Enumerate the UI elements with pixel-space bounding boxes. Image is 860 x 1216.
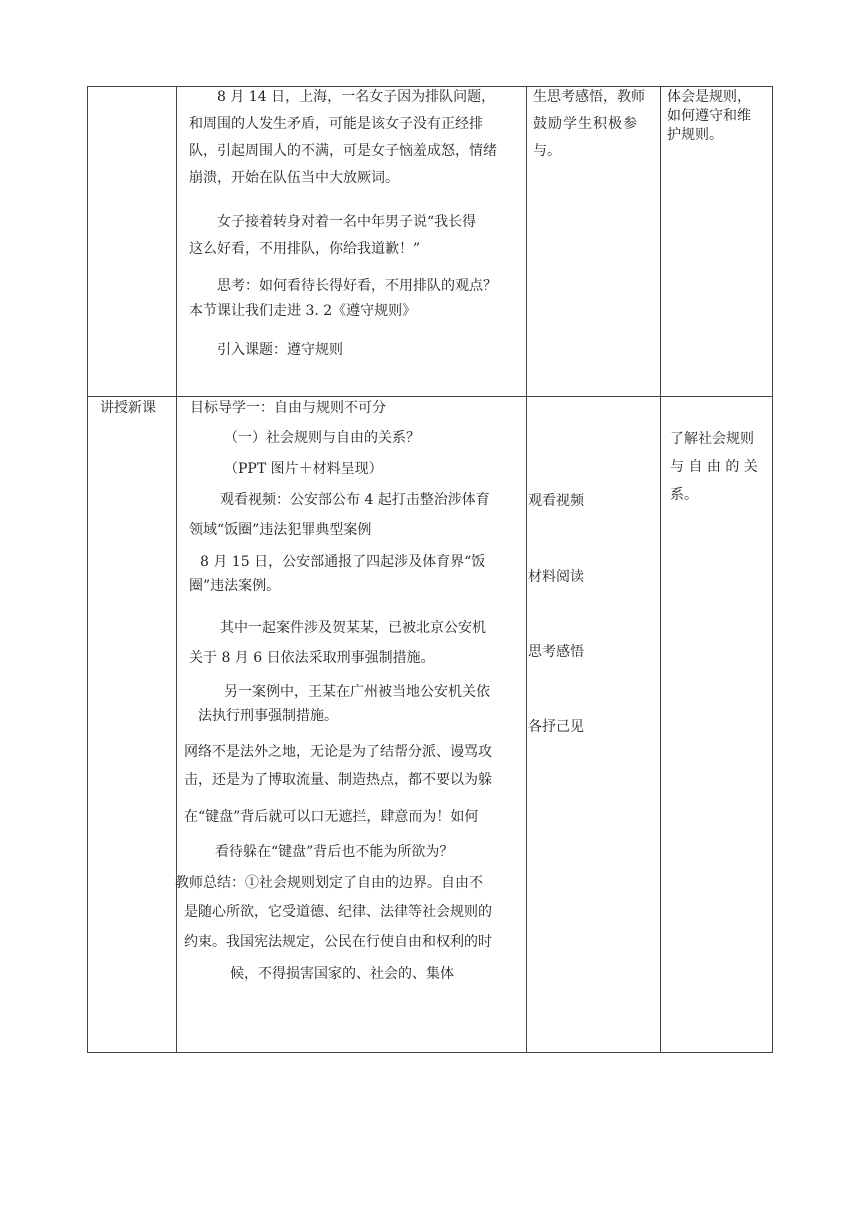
content-line: 看待躲在“键盘”背后也不能为所欲为？: [215, 844, 454, 860]
table-top-border: [87, 86, 773, 87]
design-intent-line: 系。: [670, 487, 698, 503]
design-intent-line: 与 自 由 的 关: [670, 459, 758, 475]
row-divider: [87, 396, 773, 397]
content-line: 是随心所欲，它受道德、纪律、法律等社会规则的: [184, 904, 492, 920]
content-line: 教师总结：①社会规则划定了自由的边界。自由不: [175, 875, 483, 891]
content-line: 关于 8 月 6 日依法采取刑事强制措施。: [189, 650, 435, 666]
student-activity-line: 材料阅读: [528, 569, 584, 585]
student-activity-line: 各抒己见: [528, 719, 584, 735]
content-line: 在“键盘”背后就可以口无遮拦，肆意而为！如何: [184, 809, 479, 825]
content-line: 引入课题：遵守规则: [217, 342, 343, 358]
content-line: 8 月 14 日，上海，一名女子因为排队问题，: [217, 89, 496, 105]
content-line: 女子接着转身对着一名中年男子说“我长得: [217, 214, 477, 230]
design-intent-line: 体会是规则，: [667, 89, 751, 105]
column-divider-1: [176, 86, 177, 1053]
student-activity-line: 观看视频: [528, 493, 584, 509]
content-line: 本节课让我们走进 3. 2《遵守规则》: [189, 303, 417, 319]
table-left-border: [87, 86, 88, 1053]
content-line: 击，还是为了博取流量、制造热点，都不要以为躲: [184, 772, 492, 788]
content-line: 法执行刑事强制措施。: [198, 708, 338, 724]
design-intent-line: 了解社会规则: [670, 431, 754, 447]
content-line: 这么好看，不用排队，你给我道歉！”: [189, 241, 421, 257]
content-line: 崩溃，开始在队伍当中大放厥词。: [189, 170, 399, 186]
student-activity-line: 生思考感悟，教师: [533, 89, 645, 105]
design-intent-line: 如何遵守和维: [667, 108, 751, 124]
content-line: 候，不得损害国家的、社会的、集体: [230, 966, 454, 982]
content-line: 8 月 15 日，公安部通报了四起涉及体育界“饭: [200, 554, 486, 570]
student-activity-line: 思考感悟: [528, 644, 584, 660]
content-line: 目标导学一：自由与规则不可分: [190, 400, 386, 416]
content-line: 其中一起案件涉及贺某某，已被北京公安机: [220, 620, 486, 636]
content-line: （一）社会规则与自由的关系？: [224, 430, 420, 446]
table-bottom-border: [87, 1052, 773, 1053]
content-line: 另一案例中，王某在广州被当地公安机关依: [224, 684, 490, 700]
column-divider-3: [660, 86, 661, 1053]
content-line: 领域“饭圈”违法犯罪典型案例: [189, 522, 372, 538]
content-line: 约束。我国宪法规定，公民在行使自由和权利的时: [184, 934, 492, 950]
table-right-border: [772, 86, 773, 1053]
design-intent-line: 护规则。: [667, 127, 723, 143]
content-line: 圈”违法案例。: [189, 578, 281, 594]
content-line: 思考：如何看待长得好看，不用排队的观点？: [217, 278, 497, 294]
lesson-plan-table: [87, 86, 773, 1053]
student-activity-line: 鼓励学生积极参: [533, 116, 638, 132]
content-line: 和周围的人发生矛盾，可能是该女子没有正经排: [189, 116, 483, 132]
stage-label: 讲授新课: [100, 400, 156, 416]
content-line: 网络不是法外之地，无论是为了结帮分派、谩骂攻: [184, 744, 492, 760]
content-line: 队，引起周围人的不满，可是女子恼羞成怒，情绪: [189, 143, 497, 159]
student-activity-line: 与。: [533, 143, 561, 159]
content-line: （PPT 图片＋材料呈现）: [224, 461, 383, 477]
column-divider-2: [526, 86, 527, 1053]
content-line: 观看视频：公安部公布 4 起打击整治涉体育: [220, 492, 490, 508]
